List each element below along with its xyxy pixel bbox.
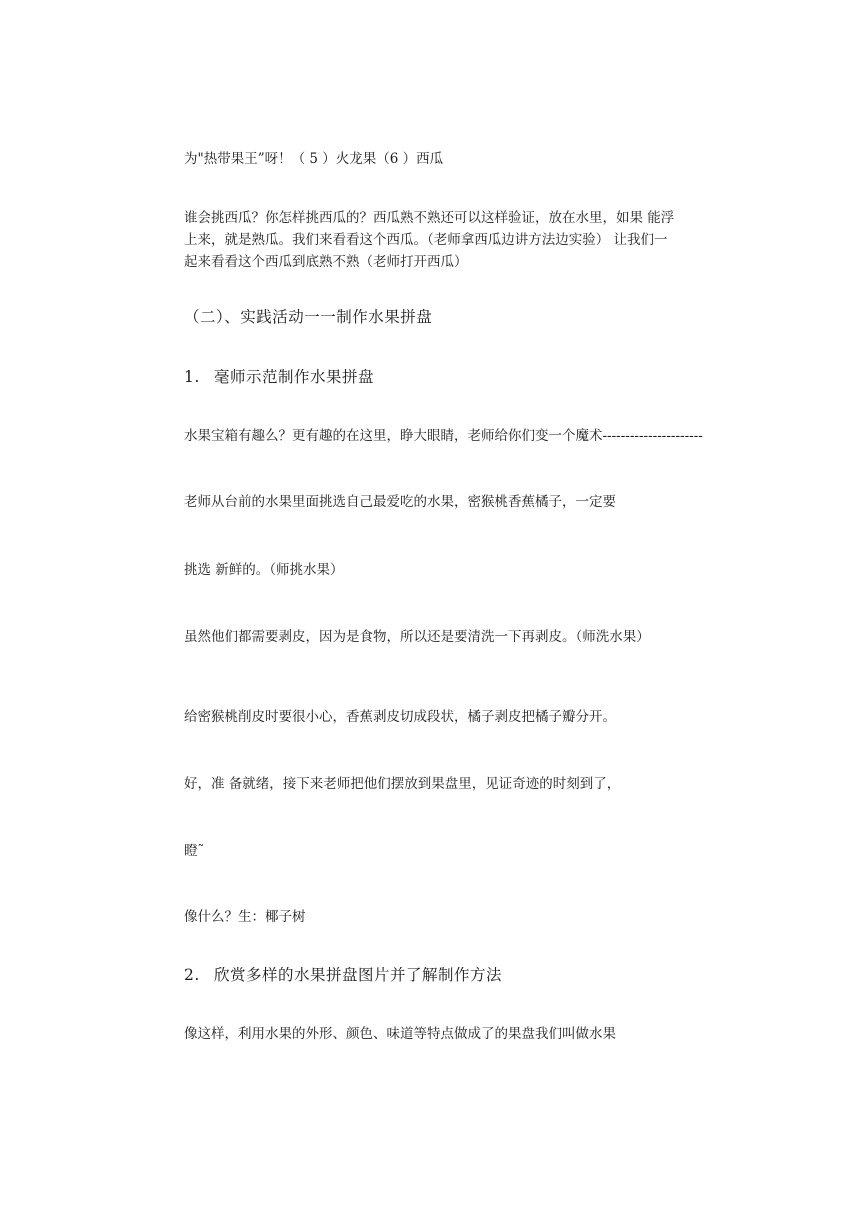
subheading-number: 2. <box>184 966 200 984</box>
text-line-choose-fruit: 老师从台前的水果里面挑选自己最爱吃的水果，密猴桃香蕉橘子，一定要 <box>184 494 616 510</box>
section-heading-practice: （二）、实践活动一一制作水果拼盘 <box>184 308 433 326</box>
paragraph-watermelon: 谁会挑西瓜？你怎样挑西瓜的？西瓜熟不熟还可以这样验证，放在水里，如果 能浮上来，就是熟瓜。我们来看看这个西瓜。（老师拿西瓜边讲方法边实验） 让我们一起来看看这个西瓜到底熟不熟（老师打开西瓜） <box>184 210 675 270</box>
text-line-peel: 给密猴桃削皮时要很小心，香蕉剥皮切成段状，橘子剥皮把橘子瓣分开。 <box>184 709 616 725</box>
text-line-ready: 好，准 备就绪，接下来老师把他们摆放到果盘里，见证奇迹的时刻到了， <box>184 776 621 792</box>
text-line-coconut: 像什么？生：椰子树 <box>184 909 306 925</box>
text-line-definition: 像这样，利用水果的外形、颜色、味道等特点做成了的果盘我们叫做水果 <box>184 1026 616 1042</box>
text-line-magic: 水果宝箱有趣么？更有趣的在这里，睁大眼睛，老师给你们变一个魔术---------------------- <box>184 428 703 444</box>
text-line-fruit-list: 为"热带果王”呀！（ 5 ）火龙果（6 ）西瓜 <box>184 151 444 167</box>
subheading-appreciate <box>184 964 502 986</box>
text-line-exclaim: 瞪˜ <box>184 843 205 859</box>
subheading-text: 欣赏多样的水果拼盘图片并了解制作方法 <box>214 966 503 984</box>
subheading-text: 毫师示范制作水果拼盘 <box>214 368 375 386</box>
subheading-number: 1. <box>184 368 200 386</box>
paragraph-wash: 虽然他们都需要剥皮，因为是食物，所以还是要清洗一下再剥皮。（师洗水果） <box>184 629 650 645</box>
subheading-demo <box>184 366 374 388</box>
text-line-fresh: 挑选 新鲜的。（师挑水果） <box>184 562 344 578</box>
